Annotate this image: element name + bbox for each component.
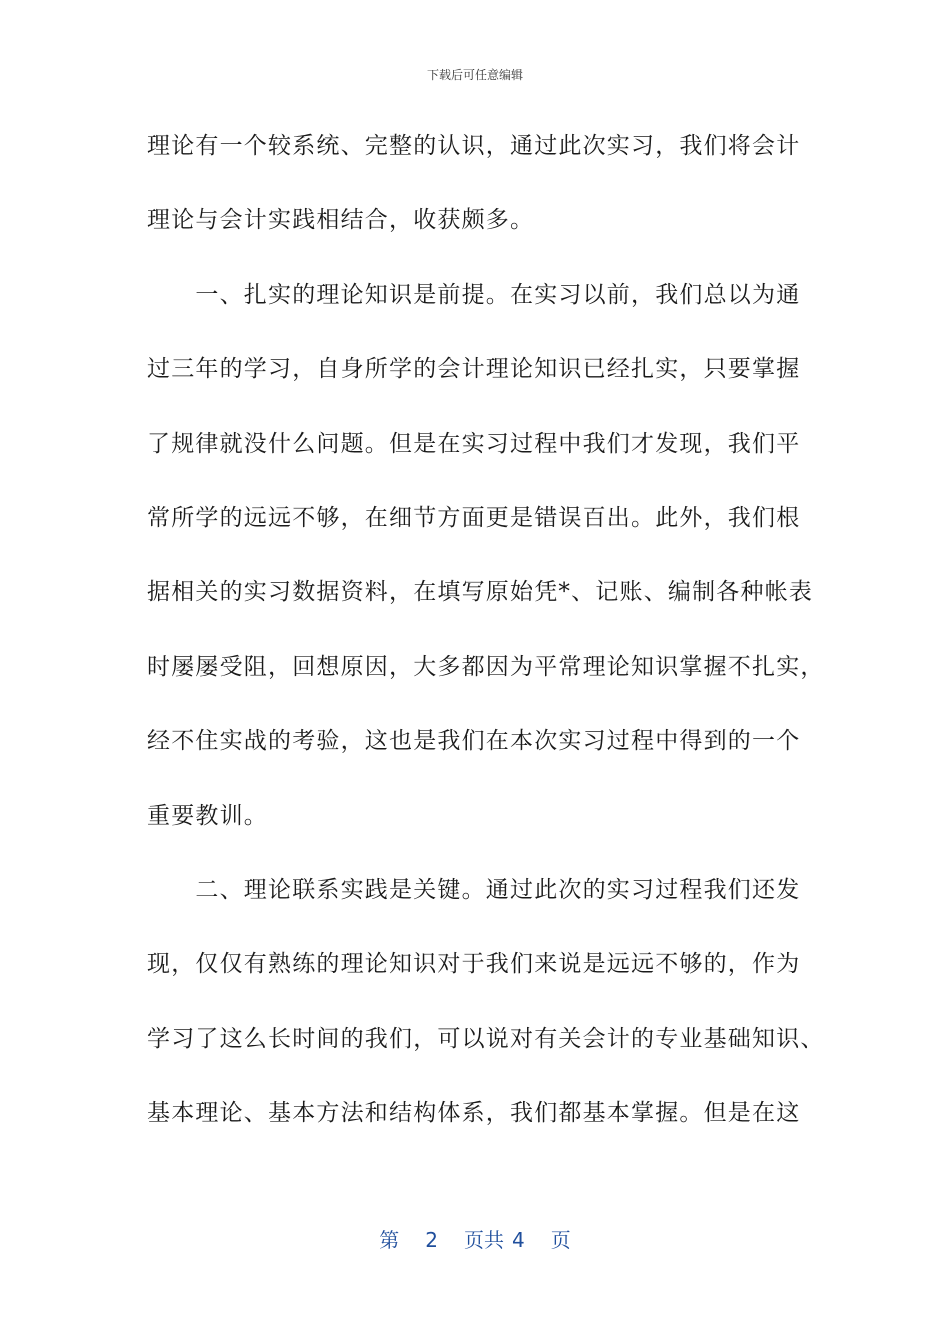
page-footer bbox=[0, 1224, 950, 1253]
text-line: 时屡屡受阻，回想原因，大多都因为平常理论知识掌握不扎实， bbox=[147, 653, 825, 680]
text-line: 重要教训。 bbox=[147, 802, 268, 829]
text-line: 经不住实战的考验，这也是我们在本次实习过程中得到的一个 bbox=[147, 728, 801, 755]
text-line: 一、扎实的理论知识是前提。在实习以前，我们总以为通 bbox=[147, 281, 801, 308]
page-header: 下载后可任意编辑 bbox=[426, 68, 523, 82]
text-line: 理论与会计实践相结合，收获颇多。 bbox=[147, 207, 535, 234]
footer-suffix: 页 bbox=[550, 1228, 571, 1252]
current-page-number: 2 bbox=[425, 1228, 438, 1252]
document-body bbox=[147, 123, 825, 1164]
text-line: 了规律就没什么问题。但是在实习过程中我们才发现，我们平 bbox=[147, 430, 801, 457]
text-line: 常所学的远远不够，在细节方面更是错误百出。此外，我们根 bbox=[147, 504, 801, 531]
text-line: 理论有一个较系统、完整的认识，通过此次实习，我们将会计 bbox=[147, 133, 801, 159]
text-line: 学习了这么长时间的我们，可以说对有关会计的专业基础知识、 bbox=[147, 1025, 825, 1052]
text-line: 过三年的学习，自身所学的会计理论知识已经扎实，只要掌握 bbox=[147, 356, 801, 383]
text-line: 二、理论联系实践是关键。通过此次的实习过程我们还发 bbox=[147, 876, 801, 903]
text-line: 现，仅仅有熟练的理论知识对于我们来说是远远不够的，作为 bbox=[147, 951, 801, 978]
footer-prefix: 第 bbox=[379, 1228, 400, 1252]
footer-middle: 页共 bbox=[464, 1228, 504, 1252]
text-line: 基本理论、基本方法和结构体系，我们都基本掌握。但是在这 bbox=[147, 1100, 801, 1127]
text-line: 据相关的实习数据资料，在填写原始凭*、记账、编制各种帐表 bbox=[147, 579, 814, 606]
total-pages-number: 4 bbox=[512, 1228, 525, 1252]
